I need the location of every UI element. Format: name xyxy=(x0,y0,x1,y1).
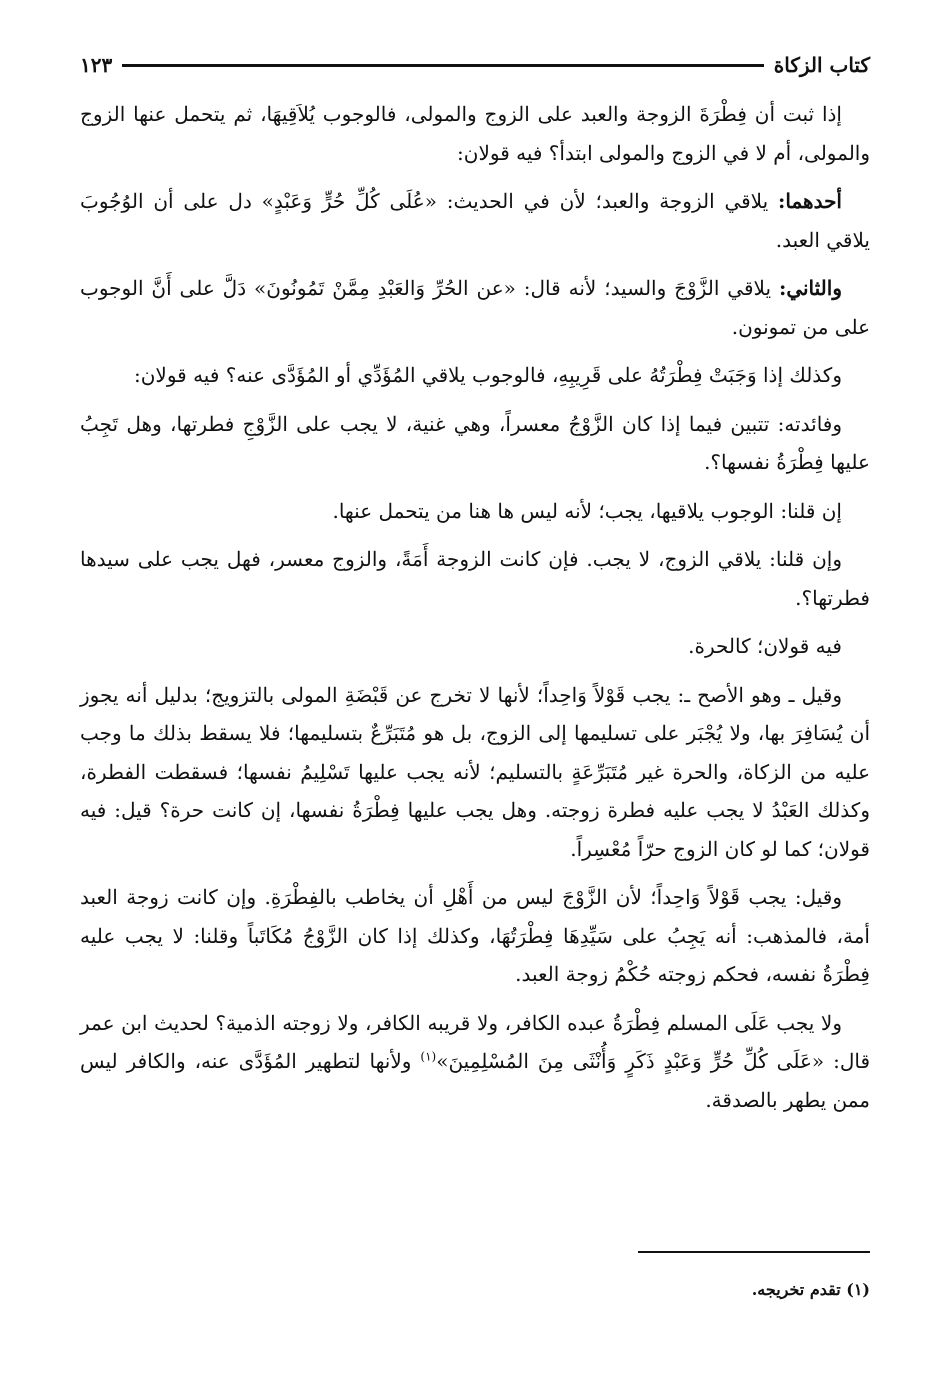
paragraph-lead: والثاني: xyxy=(778,276,842,300)
paragraph-text: إذا ثبت أن فِطْرَةَ الزوجة والعبد على الزوج والمولى، فالوجوب يُلاَقِيهَا، ثم يتحمل عنها الزوج والمولى، أم لا في الزوج والمولى ابتدأ؟ فيه قولان: xyxy=(80,102,870,165)
footnote-marker: (١) xyxy=(420,1049,437,1064)
paragraph xyxy=(80,405,870,482)
page-number: ١٢٣ xyxy=(80,53,113,77)
paragraph xyxy=(80,269,870,346)
paragraph xyxy=(80,676,870,869)
running-head xyxy=(80,40,870,90)
paragraph-text: يلاقي الزَّوْجَ والسيد؛ لأنه قال: «عن الحُرِّ وَالعَبْدِ مِمَّنْ تَمُونُونَ» دَلَّ على أَنَّ الوجوب على من تمونون. xyxy=(80,276,870,339)
paragraph-text: ولا يجب عَلَى المسلم فِطْرَةُ عبده الكافر، ولا قريبه الكافر، ولا زوجته الذمية؟ لحديث ابن عمر قال: «عَلَى كُلِّ حُرٍّ وَعَبْدٍ ذَكَرٍ وَأُنْثَى مِنَ المُسْلِمِينَ» xyxy=(80,1010,870,1073)
paragraph xyxy=(80,492,870,531)
paragraph xyxy=(80,182,870,259)
paragraph xyxy=(80,878,870,994)
paragraph xyxy=(80,627,870,666)
paragraph xyxy=(80,95,870,172)
paragraph-text: يلاقي الزوجة والعبد؛ لأن في الحديث: «عُلَى كُلِّ حُرٍّ وَعَبْدٍ» دل على أن الوُجُوبَ يلاقي العبد. xyxy=(80,189,870,252)
paragraph-text: وفائدته: تتبين فيما إذا كان الزَّوْجُ معسراً، وهي غنية، لا يجب على الزَّوْجِ فطرتها، وهل تَجِبُ عليها فِطْرَةُ نفسها؟. xyxy=(80,411,870,474)
paragraph xyxy=(80,540,870,617)
paragraph-text: ولأنها لتطهير المُؤَدَّى عنه، والكافر ليس ممن يطهر بالصدقة. xyxy=(80,1049,870,1112)
paragraph-text: فيه قولان؛ كالحرة. xyxy=(688,634,842,658)
paragraph-text: وقيل ـ وهو الأصح ـ: يجب قَوْلاً وَاحِداً؛ لأنها لا تخرج عن قَبْضَةِ المولى بالتزويج؛ بدليل أنه يجوز أن يُسَافِرَ بها، ولا يُجْبَر على تسليمها إلى الزوج، بل هو مُتَبَرِّعٌ بتسليمها؛ فلا يسقط بذلك ما وجب عليه من الزكاة، والحرة غير مُتَبَرِّعَةٍ بالتسليم؛ لأنه يجب عليها تَسْلِيمُ نفسها؛ فسقطت الفطرة، وكذلك العَبْدُ لا يجب عليه فطرة زوجته. وهل يجب عليها فِطْرَةُ نفسها، إن كانت حرة؟ قيل: فيه قولان؛ كما لو كان الزوج حرّاً مُعْسِراً. xyxy=(80,682,870,861)
paragraph-lead: أحدهما: xyxy=(777,189,842,213)
header-rule xyxy=(122,64,764,67)
paragraph xyxy=(80,1004,870,1120)
book-title: كتاب الزكاة xyxy=(773,53,870,77)
paragraph-text: وإن قلنا: يلاقي الزوج، لا يجب. فإن كانت الزوجة أَمَةً، والزوج معسر، فهل يجب على سيدها فطرتها؟. xyxy=(80,547,870,610)
body-text xyxy=(80,95,870,1129)
book-page xyxy=(80,40,870,1340)
paragraph-text: وقيل: يجب قَوْلاً وَاحِداً؛ لأن الزَّوْجَ ليس من أَهْلِ أن يخاطب بالفِطْرَةِ. وإن كانت زوجة العبد أمة، فالمذهب: أنه يَجِبُ على سَيِّدِهَا فِطْرَتُهَا، وكذلك إذا كان الزَّوْجُ مُكَاتَباً وقلنا: لا يجب عليه فِطْرَةُ نفسه، فحكم زوجته حُكْمُ زوجة العبد. xyxy=(80,885,870,986)
footnote: (١) تقدم تخريجه. xyxy=(751,1280,870,1299)
footnote-rule xyxy=(638,1251,870,1253)
paragraph-text: وكذلك إذا وَجَبَتْ فِطْرَتُهُ على قَرِيبِهِ، فالوجوب يلاقي المُؤَدِّي أو المُؤَدَّى عنه؟ فيه قولان: xyxy=(134,363,842,387)
paragraph-text: إن قلنا: الوجوب يلاقيها، يجب؛ لأنه ليس ها هنا من يتحمل عنها. xyxy=(332,498,842,523)
paragraph xyxy=(80,356,870,395)
